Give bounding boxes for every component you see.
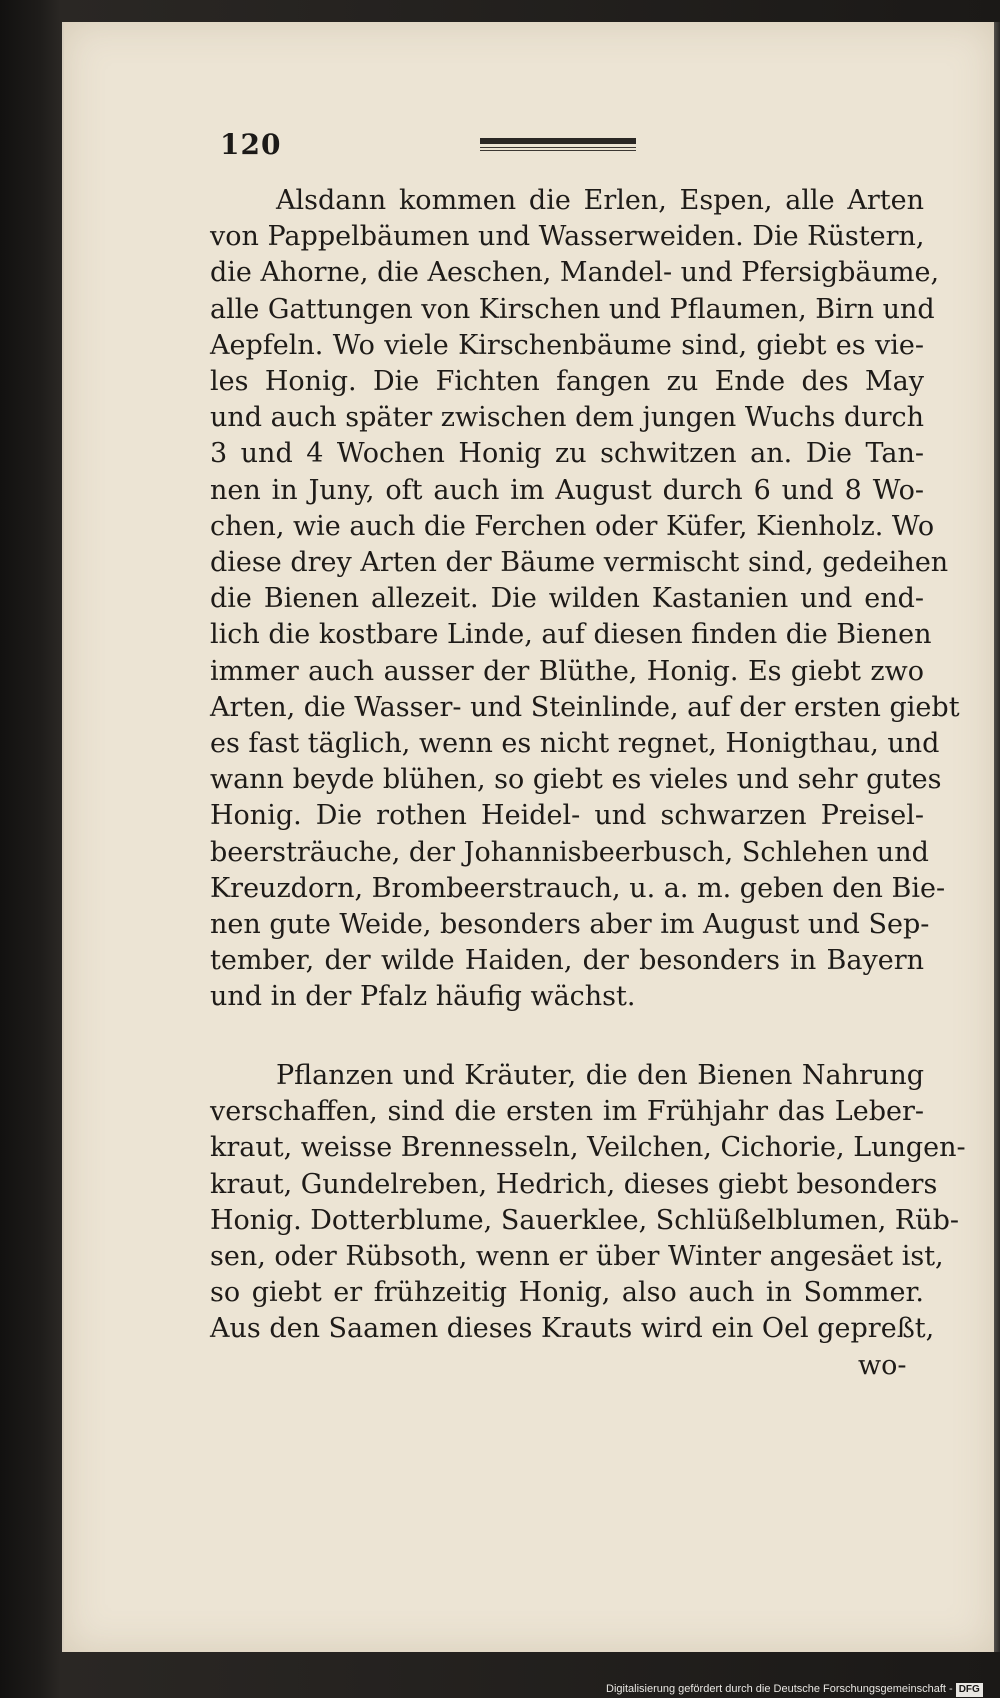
text-line: Honig. Die rothen Heidel- und schwarzen Preisel- (210, 800, 924, 832)
text-line: Honig. Dotterblume, Sauerklee, Schlüßelblumen, Rüb- (210, 1204, 960, 1236)
text-line: verschaffen, sind die ersten im Frühjahr das Leber- (210, 1096, 924, 1128)
text-line: Aus den Saamen dieses Krauts wird ein Oel gepreßt, (210, 1313, 935, 1345)
header-rule-thin (480, 150, 636, 151)
text-line: Aepfeln. Wo viele Kirschenbäume sind, giebt es vie- (210, 329, 924, 361)
text-line: immer auch ausser der Blüthe, Honig. Es giebt zwo (210, 655, 924, 687)
catchword: wo- (858, 1349, 907, 1381)
page-number: 120 (220, 128, 282, 161)
dfg-logo: DFG (956, 1683, 983, 1697)
text-line: lich die kostbare Linde, auf diesen finden die Bienen (210, 619, 932, 651)
text-line: Alsdann kommen die Erlen, Espen, alle Arten (276, 185, 924, 216)
text-line: diese drey Arten der Bäume vermischt sind, gedeihen (210, 547, 949, 578)
digitization-credit (606, 1680, 1000, 1698)
text-line: Arten, die Wasser- und Steinlinde, auf der ersten giebt (210, 691, 960, 723)
text-line: Pflanzen und Kräuter, die den Bienen Nahrung (276, 1060, 924, 1091)
text-line: die Bienen allezeit. Die wilden Kastanien und end- (210, 583, 924, 615)
text-line: wann beyde blühen, so giebt es vieles und sehr gutes (210, 764, 942, 796)
text-line: tember, der wilde Haiden, der besonders in Bayern (210, 945, 924, 977)
text-line: sen, oder Rübsoth, wenn er über Winter angesäet ist, (210, 1241, 944, 1272)
text-line: so giebt er frühzeitig Honig, also auch in Sommer. (210, 1277, 924, 1309)
text-line: kraut, weisse Brennesseln, Veilchen, Cichorie, Lungen- (210, 1132, 966, 1164)
text-line: Kreuzdorn, Brombeerstrauch, u. a. m. geben den Bie- (210, 872, 946, 904)
header-rule-thick (480, 138, 636, 144)
text-line: 3 und 4 Wochen Honig zu schwitzen an. Die Tan- (210, 438, 924, 470)
text-line: chen, wie auch die Ferchen oder Küfer, Kienholz. Wo (210, 510, 935, 542)
credit-text: Digitalisierung gefördert durch die Deutsche Forschungsgemeinschaft - (606, 1683, 953, 1695)
text-line: von Pappelbäumen und Wasserweiden. Die Rüstern, (210, 221, 925, 253)
text-line: kraut, Gundelreben, Hedrich, dieses giebt besonders (210, 1168, 938, 1200)
text-line: beersträuche, der Johannisbeerbusch, Schlehen und (210, 836, 929, 868)
text-line: nen in Juny, oft auch im August durch 6 und 8 Wo- (210, 474, 924, 506)
text-line: les Honig. Die Fichten fangen zu Ende des May (210, 366, 924, 397)
text-line: und auch später zwischen dem jungen Wuchs durch (210, 402, 924, 434)
header-rule-thin (480, 147, 636, 148)
text-line: alle Gattungen von Kirschen und Pflaumen, Birn und (210, 293, 935, 325)
text-line: die Ahorne, die Aeschen, Mandel- und Pfersigbäume, (210, 257, 940, 289)
text-line: und in der Pfalz häufig wächst. (210, 981, 636, 1013)
text-line: es fast täglich, wenn es nicht regnet, Honigthau, und (210, 728, 940, 759)
text-line: nen gute Weide, besonders aber im August und Sep- (210, 909, 930, 940)
header-rule (480, 138, 636, 152)
